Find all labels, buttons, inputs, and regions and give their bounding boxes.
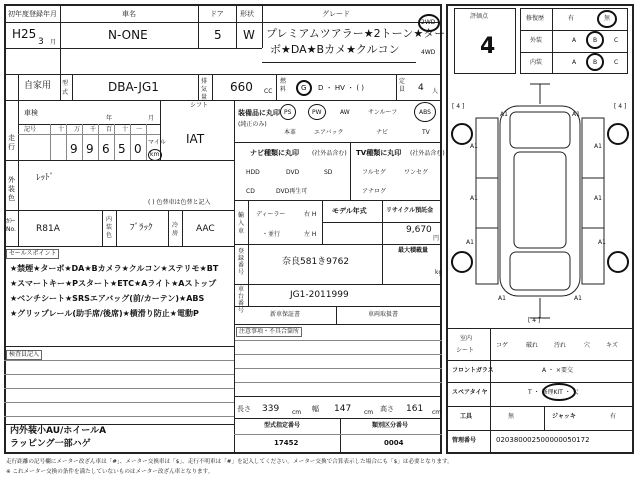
damage-mark-2: A1	[572, 111, 580, 118]
inspection-label: 車検	[24, 109, 38, 117]
mileage-digit-4: 5	[118, 142, 126, 156]
displacement-value: 660	[230, 80, 253, 94]
exterior-color: ﾚｯﾄﾞ	[36, 173, 55, 183]
mgmt-number: 020380002500000050172	[496, 436, 590, 444]
mileage-col-symbol: 記号	[24, 126, 37, 133]
int-grade-b: B	[593, 59, 598, 66]
rating-interior-label: 内装	[530, 59, 543, 66]
manual-label: 車両取扱書	[368, 311, 399, 318]
km-label: km	[150, 151, 160, 158]
type-no: 17452	[274, 439, 299, 447]
shape-label: 形状	[240, 10, 254, 18]
repair-no: 無	[604, 15, 611, 22]
footer-line-1: 走行距離の記号欄にメーター改ざん車は「#」、メーター交換車は「$」、走行不明車は「#」を記入してください。メーター交換で合算表示した場合にも「$」は必要となります。	[6, 459, 453, 465]
interior-item-scorch: コゲ	[496, 342, 509, 349]
sales-point-3: ★ベンチシート★SRSエアバッグ(前/カーテン)★ABS	[10, 294, 205, 303]
damage-mark-6: A1	[594, 195, 602, 202]
capacity-value: 4	[418, 83, 424, 93]
color-change-note: ( ) 色替車は色替と記入	[148, 199, 211, 206]
equip-tv: TV	[422, 129, 430, 136]
mileage-digit-1: 9	[70, 142, 78, 156]
equip-sunroof: サンルーフ	[368, 109, 398, 116]
mileage-label: 走行	[8, 134, 15, 151]
jack-label: ジャッキ	[552, 413, 576, 420]
class-no-label: 類別区分番号	[372, 422, 409, 429]
car-name: N-ONE	[108, 28, 148, 42]
interior-color-label: 内装色	[106, 216, 113, 239]
height-value: 161	[406, 404, 424, 414]
first-reg-label: 初年度登録年月	[8, 10, 57, 18]
width-unit: cm	[364, 409, 374, 416]
model-year-label: モデル年式	[332, 207, 367, 215]
interior-color: ﾌﾞﾗｯｸ	[130, 223, 153, 233]
inspection-year-unit: 年	[106, 115, 113, 122]
tv-label: TV種類に丸印	[356, 149, 402, 157]
damage-mark-5: A1	[470, 195, 478, 202]
front-glass-value: A ・ ×要交	[542, 367, 573, 374]
diagram-legend-bottom: [ 4 ]	[528, 317, 541, 324]
import-dealer: ディーラー	[256, 211, 286, 218]
displacement-label: 排気量	[201, 78, 208, 101]
damage-mark-4: A1	[594, 143, 602, 150]
recycle-label: リサイクル預託金	[386, 207, 434, 214]
damage-mark-3: A1	[470, 143, 478, 150]
note-tag: 注意事項・不具合箇所	[236, 327, 302, 337]
model-code: DBA-JG1	[108, 80, 159, 94]
footer-line-2: ※ これメーター交換の条件を満たしていないものはメーター改ざん車となります。	[6, 469, 214, 475]
car-roof	[514, 152, 566, 248]
grade-label: グレード	[322, 10, 350, 18]
main-form	[4, 4, 442, 454]
mileage-digit-2: 9	[86, 142, 94, 156]
ext-grade-c: C	[614, 37, 619, 44]
max-load-label: 最大積載量	[398, 247, 429, 254]
car-hood	[510, 112, 570, 148]
fuel-label: 燃料	[280, 78, 287, 93]
wheel-front-right	[608, 124, 628, 144]
interior-sheet-label-1: 室内	[460, 335, 473, 342]
damage-note-2: ラッピング一部ハゲ	[10, 439, 91, 449]
inspector-tag: 検査員記入	[6, 350, 42, 360]
mileage-col-ten-thousand: 万	[74, 126, 81, 133]
registration-plate: 奈良581き9762	[282, 257, 350, 267]
diagram-legend-right: [ 4 ]	[614, 103, 627, 110]
ext-grade-b: B	[593, 37, 598, 44]
fuel-options: D ・ HV ・ ( )	[318, 84, 365, 92]
max-load-unit: kg	[435, 269, 443, 276]
damage-mark-7: A1	[466, 239, 474, 246]
damage-note-1: 内外装小AU/ホイールA	[10, 426, 107, 436]
length-value: 339	[262, 404, 280, 414]
damage-mark-8: A1	[598, 239, 606, 246]
equipment-sub: (純正のみ)	[238, 121, 267, 128]
class-no: 0004	[384, 439, 404, 447]
equip-airbag: エアバック	[314, 129, 344, 136]
int-grade-a: A	[572, 59, 577, 66]
nav-sd: SD	[324, 169, 333, 176]
wheel-rear-right	[608, 252, 628, 272]
recycle-amount: 9,670	[406, 225, 432, 235]
spare-repair-kit-circle	[542, 383, 576, 401]
nav-hdd: HDD	[246, 169, 260, 176]
inspection-month-unit: 月	[148, 115, 155, 122]
recycle-yen: 円	[433, 235, 440, 242]
name-label: 車名	[122, 10, 136, 18]
shift-value: IAT	[186, 132, 205, 146]
model-label: 型式	[62, 80, 69, 96]
import-label: 輸入車	[238, 212, 245, 235]
nav-dvd-play: DVD再生可	[276, 188, 308, 195]
door-label: ドア	[210, 10, 224, 18]
type-no-label: 型式指定番号	[264, 422, 301, 429]
equip-aw: AW	[340, 109, 350, 116]
front-glass-label: フロントガラス	[452, 367, 494, 374]
registration-label: 登録番号	[238, 248, 245, 276]
car-trunk	[510, 252, 570, 290]
tools-value: 無	[508, 413, 515, 420]
sales-point-4: ★グリップレール(助手席/後席)★横滑り防止★電動P	[10, 309, 199, 318]
diagram-legend-left: [ 4 ]	[452, 103, 465, 110]
capacity-label: 定員	[399, 78, 406, 93]
grade-line2: ボ★DA★Bカメ★クルコン	[270, 43, 400, 56]
mgmt-label: 管理番号	[452, 437, 477, 444]
score-value: 4	[480, 34, 496, 59]
mileage-col-ten-thousand-ten: 十	[58, 126, 65, 133]
sales-points-tag: セールスポイント	[6, 249, 59, 259]
color-code: R81A	[36, 224, 60, 234]
equip-ps: PS	[284, 109, 292, 116]
interior-item-hole: 穴	[584, 342, 591, 349]
mileage-digit-5: 0	[134, 142, 142, 156]
length-unit: cm	[292, 409, 302, 416]
interior-item-tear: 破れ	[526, 342, 539, 349]
height-unit: cm	[432, 409, 442, 416]
width-value: 147	[334, 404, 352, 414]
nav-label: ナビ種類に丸印	[250, 149, 299, 157]
damage-mark-9: A1	[498, 295, 506, 302]
equip-nav: ナビ	[376, 129, 389, 136]
nav-cd: CD	[246, 188, 255, 195]
jack-value: 有	[610, 413, 617, 420]
drive-2wd: 2WD	[421, 19, 436, 26]
exterior-label: 外装色	[8, 176, 15, 202]
first-reg-month-unit: 月	[50, 39, 57, 46]
length-label: 長さ	[237, 405, 251, 413]
interior-item-scratch: キズ	[606, 342, 618, 349]
damage-mark-10: A1	[574, 295, 582, 302]
wheel-front-left	[452, 124, 472, 144]
body-shape: W	[243, 28, 255, 42]
repair-label: 修復歴	[526, 15, 545, 22]
ac-label: 冷房	[172, 222, 179, 237]
spare-value: T ・ 修理KIT ・ 欠	[528, 389, 579, 396]
sales-point-1: ★禁煙★ターボ★DA★Bカメラ★クルコン★ステリモ★BT	[10, 264, 219, 273]
tv-analog: アナログ	[362, 188, 387, 195]
vehicle-use: 自家用	[24, 81, 52, 91]
door-count: 5	[214, 28, 222, 42]
first-reg-year: H25	[12, 27, 37, 41]
tv-oneseg: ワンセグ	[404, 169, 429, 176]
height-label: 高さ	[380, 405, 394, 413]
interior-sheet-label-2: シート	[456, 347, 475, 354]
tools-label: 工具	[460, 413, 473, 420]
damage-mark-1: A1	[500, 111, 508, 118]
width-label: 幅	[312, 405, 319, 413]
ac-value: AAC	[196, 224, 215, 234]
int-grade-c: C	[614, 59, 619, 66]
fuel-gas: G	[301, 84, 307, 92]
import-right: 右 H	[304, 211, 317, 218]
interior-item-stain: 汚れ	[554, 342, 567, 349]
sales-point-2: ★スマートキー★Pスタート★ETC★Aライト★Aストップ	[10, 279, 217, 288]
grade-line1: プレミアムツアラー★2トーン★ター	[266, 27, 446, 40]
mileage-col-hundred: 百	[106, 126, 113, 133]
tv-fullseg: フルセグ	[362, 169, 386, 176]
mileage-col-ten: 十	[122, 126, 129, 133]
mileage-col-one: 一	[136, 126, 143, 133]
equipment-label: 装備品に丸印	[238, 109, 280, 117]
nav-sub: (社外品含む)	[312, 150, 347, 157]
chassis-label: 車台番号	[238, 286, 245, 314]
nav-dvd: DVD	[286, 169, 300, 176]
mile-label: マイル	[148, 139, 166, 146]
displacement-unit: CC	[264, 88, 273, 95]
score-label: 評価点	[470, 13, 489, 20]
repair-yes: 有	[568, 15, 575, 22]
wheel-rear-left	[452, 252, 472, 272]
mileage-digit-3: 6	[102, 142, 110, 156]
import-left: 左 H	[304, 231, 317, 238]
first-reg-month: 3	[38, 37, 44, 47]
car-body-outline	[500, 106, 580, 296]
shift-label: シフト	[190, 102, 209, 109]
equip-leather: 本革	[284, 129, 297, 136]
import-parallel: ・並行	[262, 231, 281, 238]
chassis-number: JG1-2011999	[290, 290, 349, 300]
color-code-label: ｶﾗｰNo.	[6, 218, 16, 233]
warranty-label: 新車保証書	[270, 311, 301, 318]
ext-grade-a: A	[572, 37, 577, 44]
equip-abs: ABS	[419, 109, 431, 116]
drive-4wd: 4WD	[421, 49, 436, 56]
mileage-col-thousand: 千	[90, 126, 97, 133]
tv-sub: (社外品含む)	[410, 150, 445, 157]
equip-pw: PW	[312, 109, 322, 116]
car-left-side	[476, 118, 498, 284]
spare-label: スペアタイヤ	[452, 389, 488, 396]
capacity-unit: 人	[432, 88, 439, 95]
rating-exterior-label: 外装	[530, 37, 543, 44]
